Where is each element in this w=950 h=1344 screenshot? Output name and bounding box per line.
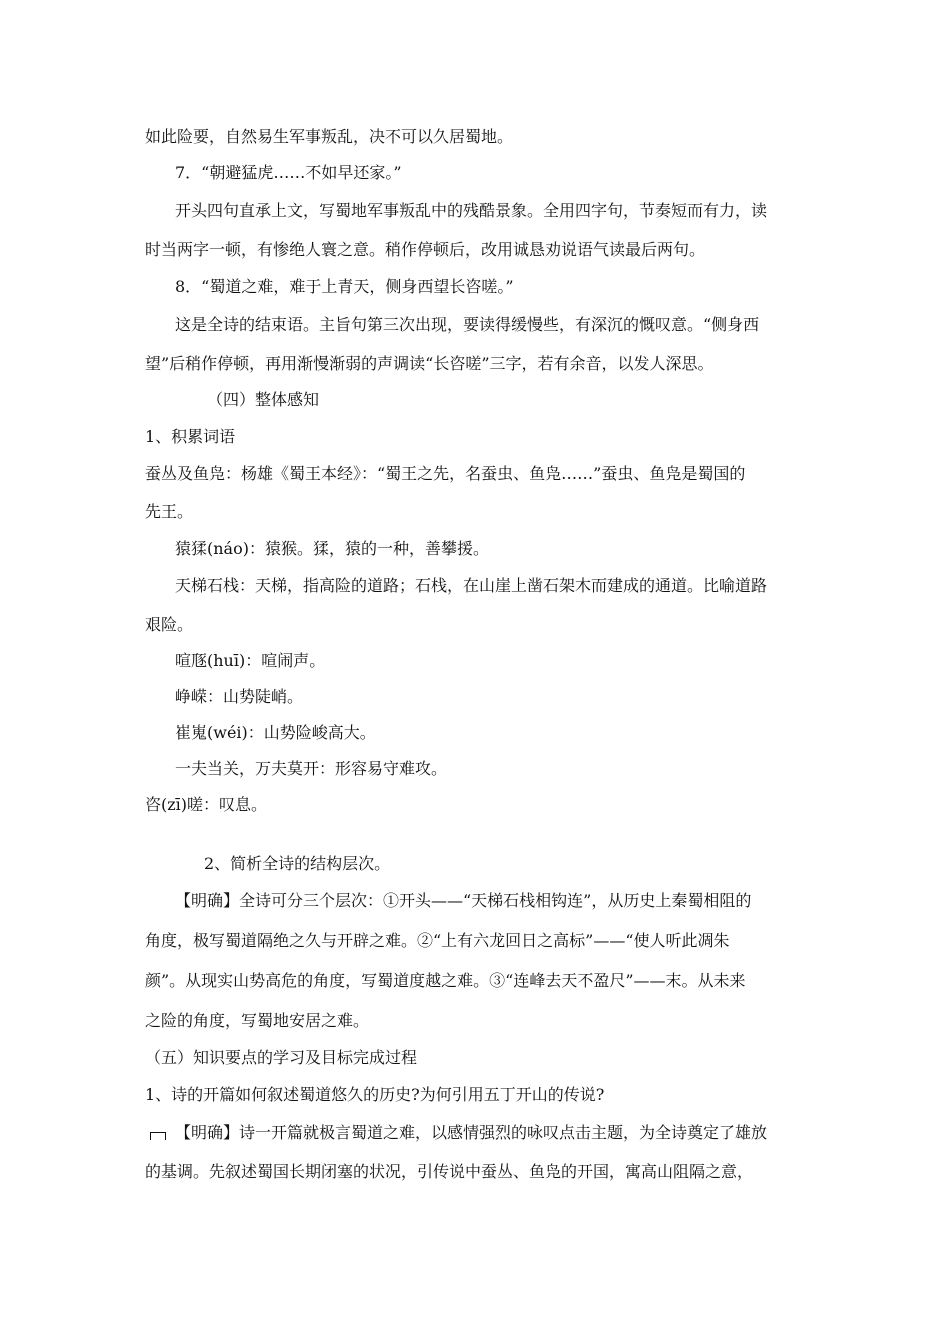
text-line: 【明确】诗一开篇就极言蜀道之难，以感情强烈的咏叹点击主题，为全诗奠定了雄放 <box>175 1123 768 1142</box>
margin-mark <box>150 1132 166 1140</box>
text-line: 之险的角度，写蜀地安居之难。 <box>145 1011 370 1030</box>
text-line: 艰险。 <box>145 615 194 634</box>
text-line: 【明确】全诗可分三个层次：①开头——“天梯石栈相钩连”，从历史上秦蜀相阻的 <box>175 891 752 910</box>
text-line: 颜”。从现实山势高危的角度，写蜀道度越之难。③“连峰去天不盈尺”——末。从未来 <box>145 971 746 990</box>
text-line: 如此险要，自然易生军事叛乱，决不可以久居蜀地。 <box>145 127 514 146</box>
text-line: 喧豗(huī)：喧闹声。 <box>175 651 326 670</box>
text-line: 望”后稍作停顿，再用渐慢渐弱的声调读“长咨嗟”三字，若有余音，以发人深思。 <box>145 354 714 373</box>
subsection-heading: 1、积累词语 <box>145 427 236 446</box>
text-line: 的基调。先叙述蜀国长期闭塞的状况，引传说中蚕丛、鱼凫的开国，寓高山阻隔之意， <box>145 1162 754 1181</box>
text-line: 时当两字一顿，有惨绝人寰之意。稍作停顿后，改用诚恳劝说语气读最后两句。 <box>145 240 706 259</box>
text-line: 这是全诗的结束语。主旨句第三次出现，要读得缓慢些，有深沉的慨叹意。“侧身西 <box>175 315 760 334</box>
text-line: 崔嵬(wéi)：山势险峻高大。 <box>175 723 376 742</box>
question-line: 1、诗的开篇如何叙述蜀道悠久的历史?为何引用五丁开山的传说? <box>145 1085 605 1104</box>
text-line: 7．“朝避猛虎……不如早还家。” <box>175 163 402 182</box>
text-line: 一夫当关，万夫莫开：形容易守难攻。 <box>175 759 448 778</box>
text-line: 8．“蜀道之难，难于上青天，侧身西望长咨嗟。” <box>175 277 514 296</box>
text-line: 峥嵘：山势陡峭。 <box>175 687 304 706</box>
text-line: 天梯石栈：天梯，指高险的道路；石栈，在山崖上凿石架木而建成的通道。比喻道路 <box>175 576 768 595</box>
subsection-heading: 2、简析全诗的结构层次。 <box>204 854 391 873</box>
text-line: 角度，极写蜀道隔绝之久与开辟之难。②“上有六龙回日之高标”——“使人听此凋朱 <box>145 931 730 950</box>
text-line: 蚕丛及鱼凫：杨雄《蜀王本经》：“蜀王之先，名蚕虫、鱼凫……”蚕虫、鱼凫是蜀国的 <box>145 464 746 483</box>
section-heading: （五）知识要点的学习及目标完成过程 <box>145 1048 418 1067</box>
text-line: 咨(zī)嗟：叹息。 <box>145 795 268 814</box>
section-heading: （四）整体感知 <box>207 390 320 409</box>
text-line: 开头四句直承上文，写蜀地军事叛乱中的残酷景象。全用四字句，节奏短而有力，读 <box>175 201 768 220</box>
text-line: 猿猱(náo)：猿猴。猱，猿的一种，善攀援。 <box>175 539 489 558</box>
text-line: 先王。 <box>145 502 194 521</box>
